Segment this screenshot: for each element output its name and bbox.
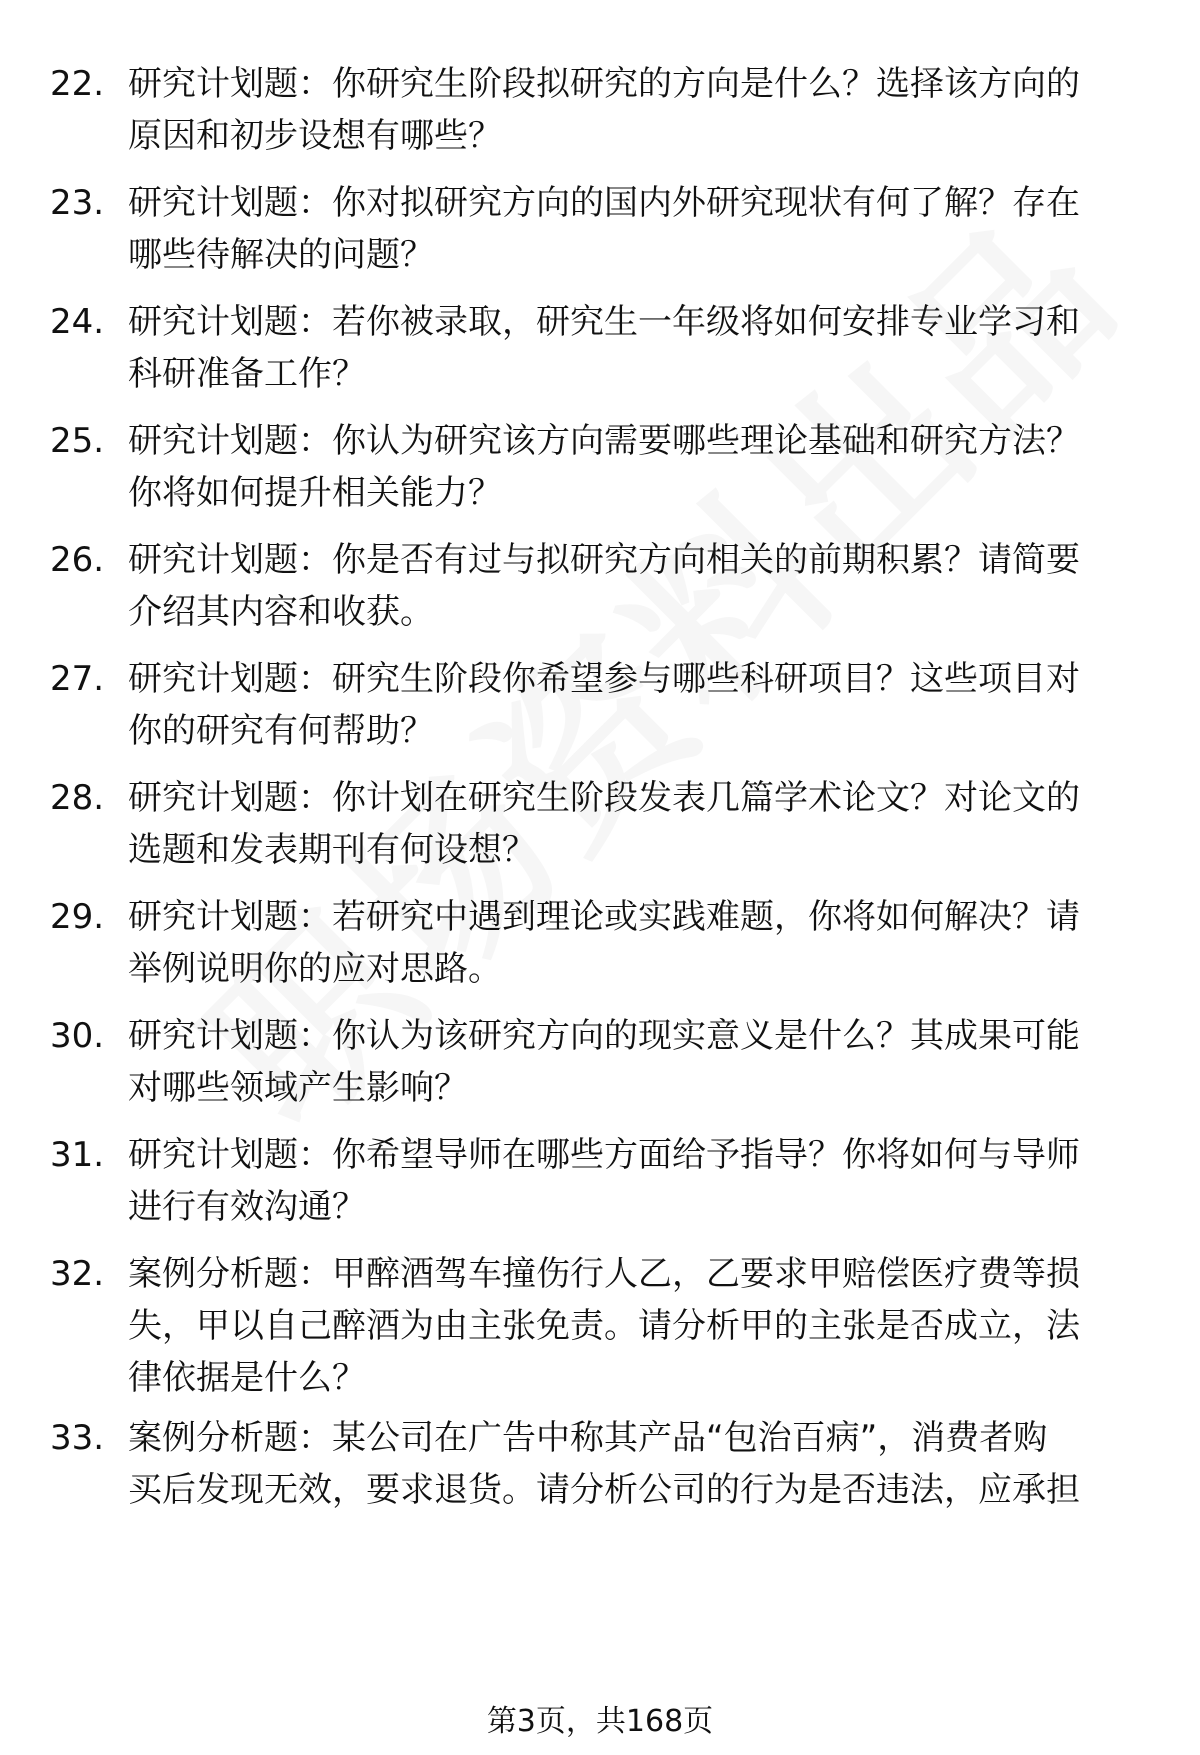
question-item <box>50 891 1160 995</box>
question-number: 22. <box>50 64 105 104</box>
question-text-line: 买后发现无效，要求退货。请分析公司的行为是否违法，应承担 <box>128 1470 1080 1510</box>
question-item <box>50 653 1160 757</box>
question-number: 33. <box>50 1418 105 1458</box>
question-number: 32. <box>50 1254 105 1294</box>
question-text <box>128 772 1160 876</box>
question-text-line: 你的研究有何帮助？ <box>128 711 434 751</box>
question-text-line: 介绍其内容和收获。 <box>128 592 434 632</box>
question-text <box>128 653 1160 757</box>
question-text-line: 案例分析题：甲醉酒驾车撞伤行人乙，乙要求甲赔偿医疗费等损 <box>128 1254 1080 1294</box>
question-number: 27. <box>50 659 105 699</box>
question-item <box>50 58 1160 162</box>
question-text <box>128 415 1160 519</box>
question-text-line: 案例分析题：某公司在广告中称其产品“包治百病”，消费者购 <box>128 1418 1048 1458</box>
question-item <box>50 1010 1160 1114</box>
question-item <box>50 534 1160 638</box>
question-text <box>128 58 1160 162</box>
question-number: 23. <box>50 183 105 223</box>
question-text-line: 研究计划题：若你被录取，研究生一年级将如何安排专业学习和 <box>128 302 1080 342</box>
question-text <box>128 1248 1160 1404</box>
question-number: 31. <box>50 1135 105 1175</box>
question-text-line: 研究计划题：你计划在研究生阶段发表几篇学术论文？对论文的 <box>128 778 1080 818</box>
question-text-line: 研究计划题：你希望导师在哪些方面给予指导？你将如何与导师 <box>128 1135 1080 1175</box>
question-text-line: 研究计划题：你认为研究该方向需要哪些理论基础和研究方法？ <box>128 421 1080 461</box>
question-number: 24. <box>50 302 105 342</box>
question-text-line: 举例说明你的应对思路。 <box>128 949 502 989</box>
question-text-line: 研究计划题：研究生阶段你希望参与哪些科研项目？这些项目对 <box>128 659 1080 699</box>
question-text-line: 哪些待解决的问题？ <box>128 235 434 275</box>
question-text-line: 律依据是什么？ <box>128 1358 366 1398</box>
question-text-line: 选题和发表期刊有何设想？ <box>128 830 536 870</box>
page-footer: 第3页，共168页 <box>486 1704 714 1739</box>
question-text <box>128 1129 1160 1233</box>
question-text <box>128 891 1160 995</box>
question-number: 28. <box>50 778 105 818</box>
question-text <box>128 1010 1160 1114</box>
question-text-line: 科研准备工作？ <box>128 354 366 394</box>
question-text-line: 研究计划题：你是否有过与拟研究方向相关的前期积累？请简要 <box>128 540 1080 580</box>
question-number: 25. <box>50 421 105 461</box>
question-item <box>50 296 1160 400</box>
question-text-line: 你将如何提升相关能力？ <box>128 473 502 513</box>
question-text-line: 研究计划题：你研究生阶段拟研究的方向是什么？选择该方向的 <box>128 64 1080 104</box>
question-number: 29. <box>50 897 105 937</box>
question-text-line: 进行有效沟通？ <box>128 1187 366 1227</box>
question-text-line: 研究计划题：你认为该研究方向的现实意义是什么？其成果可能 <box>128 1016 1080 1056</box>
question-text-line: 对哪些领域产生影响？ <box>128 1068 468 1108</box>
question-item <box>50 177 1160 281</box>
question-text <box>128 296 1160 400</box>
question-text-line: 失，甲以自己醉酒为由主张免责。请分析甲的主张是否成立，法 <box>128 1306 1080 1346</box>
question-item <box>50 772 1160 876</box>
question-number: 30. <box>50 1016 105 1056</box>
question-text <box>128 177 1160 281</box>
question-text <box>128 1412 1160 1516</box>
question-number: 26. <box>50 540 105 580</box>
question-item <box>50 415 1160 519</box>
question-text-line: 研究计划题：若研究中遇到理论或实践难题，你将如何解决？请 <box>128 897 1080 937</box>
question-item <box>50 1129 1160 1233</box>
question-item <box>50 1412 1160 1516</box>
question-item <box>50 1248 1160 1404</box>
question-text-line: 原因和初步设想有哪些？ <box>128 116 502 156</box>
question-text-line: 研究计划题：你对拟研究方向的国内外研究现状有何了解？存在 <box>128 183 1080 223</box>
question-text <box>128 534 1160 638</box>
